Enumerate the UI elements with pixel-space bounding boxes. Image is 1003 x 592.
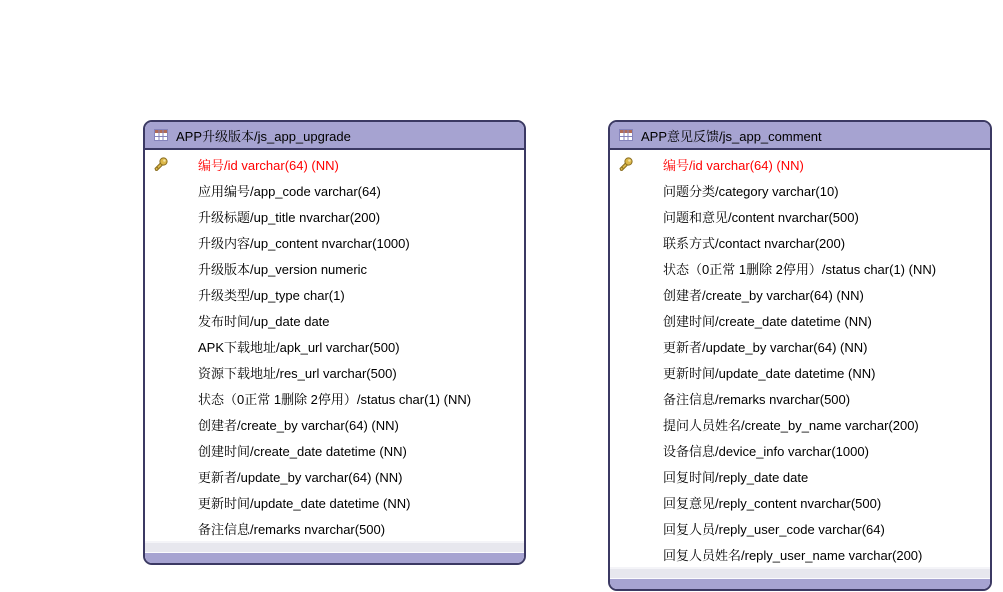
entity-field-list <box>145 150 524 541</box>
field-label: 回复人员姓名/reply_user_name varchar(200) <box>663 547 923 563</box>
primary-key-icon <box>617 156 634 173</box>
field-row[interactable] <box>610 359 990 385</box>
entity-field-list <box>610 150 990 567</box>
field-label: 升级内容/up_content nvarchar(1000) <box>198 235 410 251</box>
field-label: 联系方式/contact nvarchar(200) <box>663 235 846 251</box>
field-row[interactable] <box>145 385 524 411</box>
table-grid-icon <box>619 129 633 141</box>
field-label: 发布时间/up_date date <box>198 313 330 329</box>
field-row[interactable] <box>610 437 990 463</box>
primary-key-icon <box>152 156 169 173</box>
field-label: 更新者/update_by varchar(64) (NN) <box>198 469 403 485</box>
field-row[interactable] <box>145 437 524 463</box>
field-row[interactable] <box>610 385 990 411</box>
entity-js-app-comment[interactable] <box>608 120 992 591</box>
field-label: 资源下载地址/res_url varchar(500) <box>198 365 397 381</box>
field-row[interactable] <box>145 489 524 515</box>
field-label: APK下载地址/apk_url varchar(500) <box>198 339 400 355</box>
field-label: 更新者/update_by varchar(64) (NN) <box>663 339 868 355</box>
entity-header <box>145 122 524 150</box>
field-row[interactable] <box>610 203 990 229</box>
primary-key-cell <box>145 156 198 173</box>
field-row[interactable] <box>145 255 524 281</box>
field-row[interactable] <box>610 541 990 567</box>
field-label: 备注信息/remarks nvarchar(500) <box>663 391 851 407</box>
field-label: 更新时间/update_date datetime (NN) <box>663 365 876 381</box>
field-row[interactable] <box>610 255 990 281</box>
field-row[interactable] <box>145 333 524 359</box>
field-label: 创建者/create_by varchar(64) (NN) <box>198 417 399 433</box>
field-label: 编号/id varchar(64) (NN) <box>663 157 804 173</box>
field-row[interactable] <box>145 359 524 385</box>
table-grid-icon <box>154 129 168 141</box>
field-row[interactable] <box>610 489 990 515</box>
field-row[interactable] <box>610 229 990 255</box>
field-row[interactable] <box>145 463 524 489</box>
field-label: 创建时间/create_date datetime (NN) <box>663 313 872 329</box>
field-label: 回复意见/reply_content nvarchar(500) <box>663 495 882 511</box>
field-label: 创建时间/create_date datetime (NN) <box>198 443 407 459</box>
entity-header <box>610 122 990 150</box>
field-row[interactable] <box>610 463 990 489</box>
field-row[interactable] <box>145 515 524 541</box>
field-row[interactable] <box>145 281 524 307</box>
field-label: 升级版本/up_version numeric <box>198 261 368 277</box>
field-row[interactable] <box>145 151 524 177</box>
field-row[interactable] <box>610 281 990 307</box>
field-row[interactable] <box>145 307 524 333</box>
field-label: 创建者/create_by varchar(64) (NN) <box>663 287 864 303</box>
field-row[interactable] <box>610 307 990 333</box>
field-label: 提问人员姓名/create_by_name varchar(200) <box>663 417 919 433</box>
entity-footer-band <box>610 578 990 589</box>
field-label: 设备信息/device_info varchar(1000) <box>663 443 869 459</box>
entity-title: APP意见反馈/js_app_comment <box>641 128 822 144</box>
field-label: 状态（0正常 1删除 2停用）/status char(1) (NN) <box>198 391 472 407</box>
field-label: 问题和意见/content nvarchar(500) <box>663 209 859 225</box>
field-row[interactable] <box>145 411 524 437</box>
field-row[interactable] <box>610 515 990 541</box>
field-row[interactable] <box>610 177 990 203</box>
entity-js-app-upgrade[interactable] <box>143 120 526 565</box>
field-label: 升级标题/up_title nvarchar(200) <box>198 209 381 225</box>
field-label: 问题分类/category varchar(10) <box>663 183 839 199</box>
empty-compartment <box>610 567 990 578</box>
field-row[interactable] <box>610 333 990 359</box>
field-label: 回复时间/reply_date date <box>663 469 809 485</box>
table-icon-slot <box>154 129 168 141</box>
field-label: 升级类型/up_type char(1) <box>198 287 345 303</box>
table-icon-slot <box>619 129 633 141</box>
empty-compartment <box>145 541 524 552</box>
primary-key-cell <box>610 156 663 173</box>
field-row[interactable] <box>145 229 524 255</box>
field-label: 更新时间/update_date datetime (NN) <box>198 495 411 511</box>
field-label: 备注信息/remarks nvarchar(500) <box>198 521 386 537</box>
entity-title: APP升级版本/js_app_upgrade <box>176 128 351 144</box>
field-row[interactable] <box>145 177 524 203</box>
field-row[interactable] <box>610 151 990 177</box>
field-row[interactable] <box>610 411 990 437</box>
field-label: 编号/id varchar(64) (NN) <box>198 157 339 173</box>
field-row[interactable] <box>145 203 524 229</box>
entity-footer-band <box>145 552 524 563</box>
field-label: 回复人员/reply_user_code varchar(64) <box>663 521 885 537</box>
field-label: 应用编号/app_code varchar(64) <box>198 183 381 199</box>
field-label: 状态（0正常 1删除 2停用）/status char(1) (NN) <box>663 261 937 277</box>
